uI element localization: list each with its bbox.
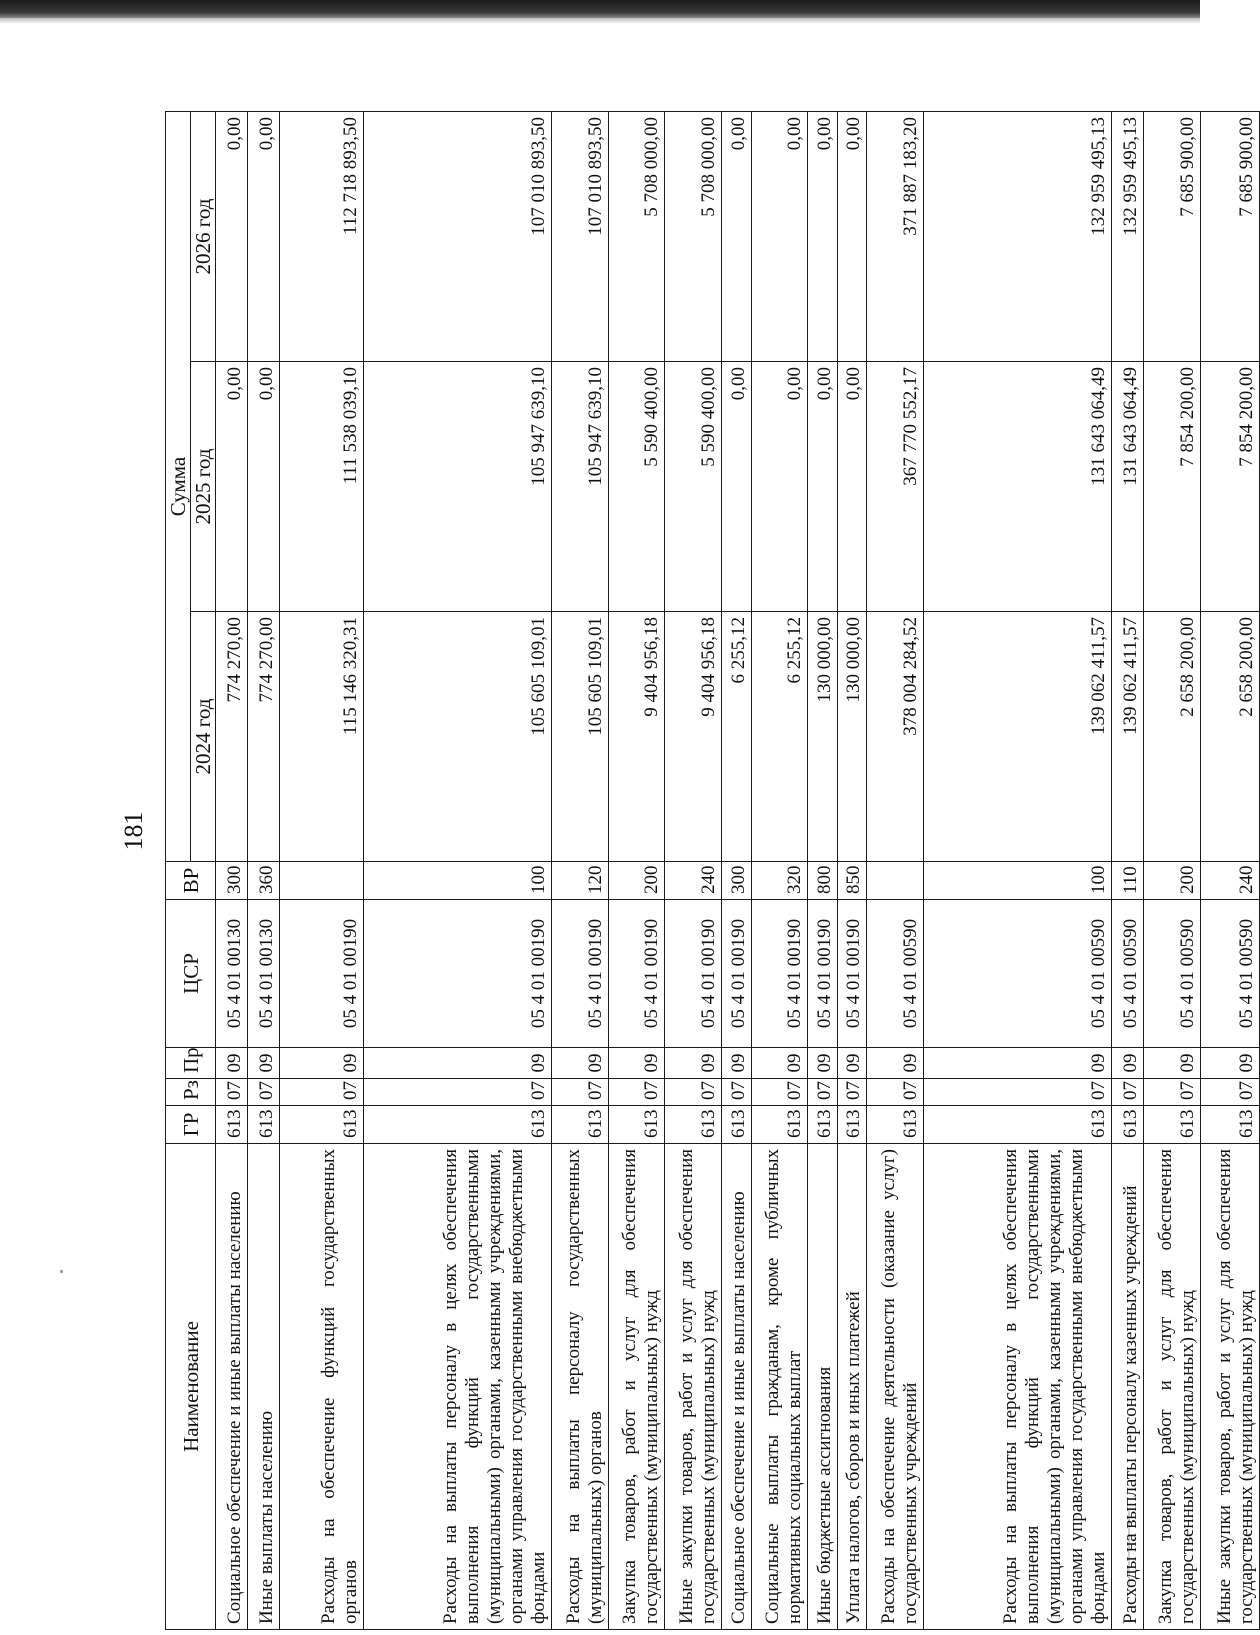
row-sum-2026: 0,00: [751, 111, 808, 361]
row-csr: 05 4 01 00190: [751, 900, 808, 1048]
row-pr: 09: [1112, 1048, 1144, 1079]
row-sum-2025: 131 643 064,49: [924, 362, 1112, 612]
row-sum-2025: 0,00: [751, 362, 808, 612]
row-name: Расходы на выплаты персоналу в целях обеспечения выполнения функций государственными (муниципальными) органами, казенными учреждениями, органами управления государственными внебюджетными фондами: [363, 1144, 551, 1630]
table-row: [1144, 111, 1201, 1629]
row-sum-2025: 131 643 064,49: [1112, 362, 1144, 612]
row-name: Иные закупки товаров, работ и услуг для обеспечения государственных (муниципальных) нужд: [665, 1144, 722, 1630]
row-gr: 613: [837, 1106, 867, 1144]
table-row: [216, 111, 248, 1629]
table-row: [867, 111, 924, 1629]
row-name: Расходы на выплаты персоналу казенных учреждений: [1112, 1144, 1144, 1630]
row-sum-2024: 6 255,12: [722, 612, 752, 862]
scan-speck: [60, 1270, 63, 1273]
table-row: [808, 111, 838, 1629]
scan-edge-fade: [0, 18, 1200, 24]
header-rz: Рз: [166, 1079, 216, 1106]
row-csr: 05 4 01 00190: [363, 900, 551, 1048]
row-pr: 09: [551, 1048, 608, 1079]
row-name: Социальное обеспечение и иные выплаты населению: [722, 1144, 752, 1630]
table-row: [751, 111, 808, 1629]
row-sum-2025: 0,00: [247, 362, 279, 612]
header-gr: ГР: [166, 1106, 216, 1144]
row-pr: 09: [722, 1048, 752, 1079]
table-row: [551, 111, 608, 1629]
row-gr: 613: [608, 1106, 665, 1144]
row-vr: 850: [837, 862, 867, 900]
page-number: 181: [119, 811, 148, 851]
row-gr: 613: [551, 1106, 608, 1144]
table-row: [665, 111, 722, 1629]
table-row: [279, 111, 363, 1629]
row-gr: 613: [247, 1106, 279, 1144]
row-vr: 240: [1200, 862, 1259, 900]
header-name: Наименование: [166, 1144, 216, 1630]
row-pr: 09: [867, 1048, 924, 1079]
row-gr: 613: [722, 1106, 752, 1144]
row-sum-2024: 139 062 411,57: [1112, 612, 1144, 862]
row-sum-2024: 139 062 411,57: [924, 612, 1112, 862]
row-name: Расходы на обеспечение функций государственных органов: [279, 1144, 363, 1630]
row-sum-2024: 9 404 956,18: [608, 612, 665, 862]
row-sum-2026: 0,00: [837, 111, 867, 361]
row-rz: 07: [837, 1079, 867, 1106]
row-gr: 613: [216, 1106, 248, 1144]
table-row: [247, 111, 279, 1629]
table-row: [363, 111, 551, 1629]
table-row: [1112, 111, 1144, 1629]
rotated-table-wrapper: [165, 112, 1260, 1630]
table-row: [924, 111, 1112, 1629]
row-csr: 05 4 01 00190: [808, 900, 838, 1048]
row-rz: 07: [608, 1079, 665, 1106]
row-sum-2024: 130 000,00: [837, 612, 867, 862]
row-gr: 613: [279, 1106, 363, 1144]
row-name: Расходы на выплаты персоналу в целях обеспечения выполнения функций государственными (муниципальными) органами, казенными учреждениями, органами управления государственными внебюджетными фондами: [924, 1144, 1112, 1630]
row-sum-2026: 5 708 000,00: [665, 111, 722, 361]
row-vr: 200: [608, 862, 665, 900]
row-sum-2024: 774 270,00: [216, 612, 248, 862]
row-gr: 613: [665, 1106, 722, 1144]
row-vr: 200: [1144, 862, 1201, 900]
row-sum-2025: 0,00: [216, 362, 248, 612]
row-vr: 110: [1112, 862, 1144, 900]
row-sum-2026: 0,00: [722, 111, 752, 361]
row-rz: 07: [924, 1079, 1112, 1106]
row-pr: 09: [279, 1048, 363, 1079]
row-sum-2025: 105 947 639,10: [551, 362, 608, 612]
row-csr: 05 4 01 00590: [1200, 900, 1259, 1048]
row-gr: 613: [1144, 1106, 1201, 1144]
row-vr: 360: [247, 862, 279, 900]
row-pr: 09: [1144, 1048, 1201, 1079]
row-sum-2026: 0,00: [247, 111, 279, 361]
row-rz: 07: [665, 1079, 722, 1106]
row-name: Социальное обеспечение и иные выплаты населению: [216, 1144, 248, 1630]
row-gr: 613: [363, 1106, 551, 1144]
header-year-2026: 2026 год: [191, 111, 216, 361]
row-gr: 613: [1200, 1106, 1259, 1144]
header-csr: ЦСР: [166, 900, 216, 1048]
row-sum-2024: 130 000,00: [808, 612, 838, 862]
row-sum-2024: 9 404 956,18: [665, 612, 722, 862]
row-rz: 07: [1200, 1079, 1259, 1106]
row-vr: 300: [216, 862, 248, 900]
table-row: [837, 111, 867, 1629]
budget-table: [165, 111, 1260, 1630]
row-sum-2025: 7 854 200,00: [1200, 362, 1259, 612]
row-csr: 05 4 01 00590: [924, 900, 1112, 1048]
row-sum-2024: 774 270,00: [247, 612, 279, 862]
row-sum-2026: 112 718 893,50: [279, 111, 363, 361]
row-sum-2024: 115 146 320,31: [279, 612, 363, 862]
row-rz: 07: [808, 1079, 838, 1106]
row-name: Иные выплаты населению: [247, 1144, 279, 1630]
row-sum-2026: 107 010 893,50: [363, 111, 551, 361]
row-name: Расходы на выплаты персоналу государственных (муниципальных) органов: [551, 1144, 608, 1630]
row-sum-2026: 107 010 893,50: [551, 111, 608, 361]
row-csr: 05 4 01 00590: [867, 900, 924, 1048]
row-sum-2026: 7 685 900,00: [1200, 111, 1259, 361]
row-sum-2026: 0,00: [216, 111, 248, 361]
row-sum-2026: 132 959 495,13: [1112, 111, 1144, 361]
row-rz: 07: [1144, 1079, 1201, 1106]
row-gr: 613: [1112, 1106, 1144, 1144]
row-sum-2026: 132 959 495,13: [924, 111, 1112, 361]
row-pr: 09: [216, 1048, 248, 1079]
row-vr: 120: [551, 862, 608, 900]
row-pr: 09: [665, 1048, 722, 1079]
header-year-2025: 2025 год: [191, 362, 216, 612]
row-sum-2025: 111 538 039,10: [279, 362, 363, 612]
row-sum-2026: 371 887 183,20: [867, 111, 924, 361]
header-vr: ВР: [166, 862, 216, 900]
row-sum-2024: 378 004 284,52: [867, 612, 924, 862]
row-name: Закупка товаров, работ и услуг для обеспечения государственных (муниципальных) нужд: [1144, 1144, 1201, 1630]
row-sum-2026: 5 708 000,00: [608, 111, 665, 361]
row-rz: 07: [751, 1079, 808, 1106]
row-csr: 05 4 01 00190: [665, 900, 722, 1048]
row-name: Социальные выплаты гражданам, кроме публичных нормативных социальных выплат: [751, 1144, 808, 1630]
row-rz: 07: [1112, 1079, 1144, 1106]
row-rz: 07: [247, 1079, 279, 1106]
row-csr: 05 4 01 00590: [1144, 900, 1201, 1048]
table-row: [1200, 111, 1259, 1629]
row-csr: 05 4 01 00190: [551, 900, 608, 1048]
row-sum-2024: 2 658 200,00: [1200, 612, 1259, 862]
row-name: Иные бюджетные ассигнования: [808, 1144, 838, 1630]
row-csr: 05 4 01 00190: [279, 900, 363, 1048]
header-year-2024: 2024 год: [191, 612, 216, 862]
row-vr: [279, 862, 363, 900]
row-pr: 09: [837, 1048, 867, 1079]
row-vr: 100: [924, 862, 1112, 900]
table-row: [722, 111, 752, 1629]
row-rz: 07: [722, 1079, 752, 1106]
header-pr: Пр: [166, 1048, 216, 1079]
row-sum-2026: 0,00: [808, 111, 838, 361]
row-sum-2025: 5 590 400,00: [665, 362, 722, 612]
row-sum-2025: 0,00: [808, 362, 838, 612]
row-rz: 07: [867, 1079, 924, 1106]
row-rz: 07: [216, 1079, 248, 1106]
row-rz: 07: [551, 1079, 608, 1106]
row-vr: 100: [363, 862, 551, 900]
row-sum-2024: 2 658 200,00: [1144, 612, 1201, 862]
row-sum-2025: 7 854 200,00: [1144, 362, 1201, 612]
row-pr: 09: [1200, 1048, 1259, 1079]
table-row: [608, 111, 665, 1629]
row-sum-2024: 6 255,12: [751, 612, 808, 862]
row-name: Иные закупки товаров, работ и услуг для обеспечения государственных (муниципальных) нужд: [1200, 1144, 1259, 1630]
row-sum-2025: 105 947 639,10: [363, 362, 551, 612]
row-gr: 613: [808, 1106, 838, 1144]
row-csr: 05 4 01 00590: [1112, 900, 1144, 1048]
row-pr: 09: [247, 1048, 279, 1079]
row-csr: 05 4 01 00190: [722, 900, 752, 1048]
row-pr: 09: [808, 1048, 838, 1079]
row-name: Уплата налогов, сборов и иных платежей: [837, 1144, 867, 1630]
row-gr: 613: [751, 1106, 808, 1144]
row-csr: 05 4 01 00190: [608, 900, 665, 1048]
row-rz: 07: [363, 1079, 551, 1106]
row-vr: 800: [808, 862, 838, 900]
header-sum: Сумма: [166, 111, 191, 861]
row-pr: 09: [363, 1048, 551, 1079]
row-sum-2024: 105 605 109,01: [551, 612, 608, 862]
row-csr: 05 4 01 00130: [216, 900, 248, 1048]
row-vr: [867, 862, 924, 900]
row-rz: 07: [279, 1079, 363, 1106]
row-sum-2025: 5 590 400,00: [608, 362, 665, 612]
scan-edge-shadow: [0, 0, 1200, 18]
row-gr: 613: [867, 1106, 924, 1144]
row-name: Закупка товаров, работ и услуг для обеспечения государственных (муниципальных) нужд: [608, 1144, 665, 1630]
row-sum-2026: 7 685 900,00: [1144, 111, 1201, 361]
row-sum-2025: 0,00: [722, 362, 752, 612]
row-vr: 320: [751, 862, 808, 900]
row-vr: 300: [722, 862, 752, 900]
row-csr: 05 4 01 00130: [247, 900, 279, 1048]
row-vr: 240: [665, 862, 722, 900]
row-sum-2025: 0,00: [837, 362, 867, 612]
row-pr: 09: [751, 1048, 808, 1079]
row-gr: 613: [924, 1106, 1112, 1144]
row-sum-2024: 105 605 109,01: [363, 612, 551, 862]
row-csr: 05 4 01 00190: [837, 900, 867, 1048]
row-name: Расходы на обеспечение деятельности (оказание услуг) государственных учреждений: [867, 1144, 924, 1630]
row-pr: 09: [608, 1048, 665, 1079]
row-sum-2025: 367 770 552,17: [867, 362, 924, 612]
row-pr: 09: [924, 1048, 1112, 1079]
